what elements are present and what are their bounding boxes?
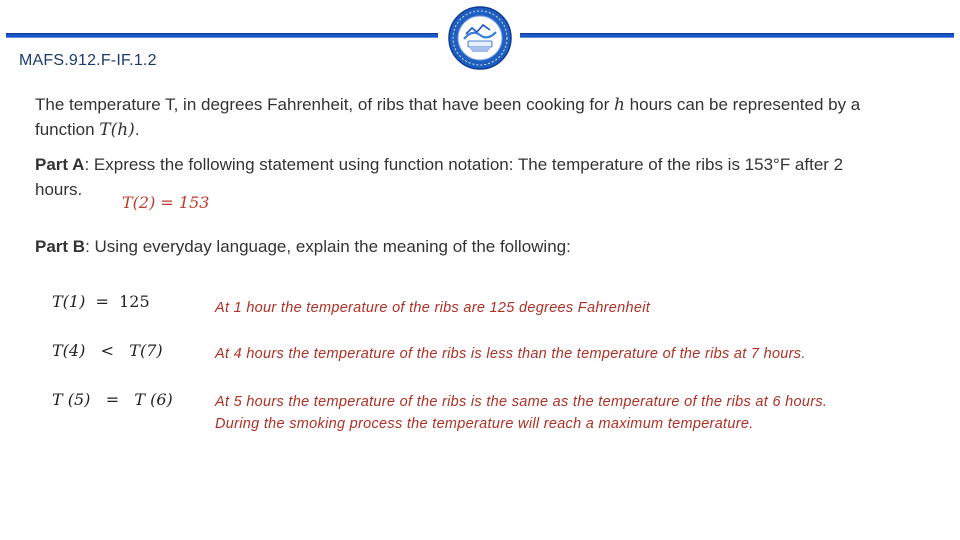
part-a-answer: T(2) = 153 (122, 193, 210, 212)
equation-1-rhs: 125 (119, 292, 150, 311)
header-rule-right (520, 33, 954, 38)
equation-2-rhs: T(7) (129, 341, 163, 360)
equation-row-1 (52, 292, 150, 311)
part-b-text: : Using everyday language, explain the meaning of the following: (85, 237, 571, 256)
intro-text-before: The temperature T, in degrees Fahrenheit, of ribs that have been cooking for (35, 95, 614, 114)
intro-line-2 (35, 117, 140, 143)
explanation-3-line-2: During the smoking process the temperature will reach a maximum temperature. (215, 416, 754, 432)
explanation-2: At 4 hours the temperature of the ribs is less than the temperature of the ribs at 7 hours. (215, 346, 806, 362)
school-district-seal-logo-icon (446, 5, 514, 71)
part-b-label: Part B (35, 237, 86, 256)
equation-3-lhs: T (5) (52, 390, 91, 409)
part-a-line-1 (35, 152, 843, 177)
equation-row-2 (52, 341, 163, 360)
equation-1-lhs: T(1) (52, 292, 86, 311)
equation-3-operator: = (105, 390, 120, 409)
equation-3-rhs: T (6) (134, 390, 173, 409)
header-rule-left (6, 33, 438, 38)
intro-line2-before: function (35, 120, 100, 139)
variable-h: h (613, 95, 625, 115)
equation-2-lhs: T(4) (52, 341, 86, 360)
standard-code: MAFS.912.F-IF.1.2 (19, 52, 157, 69)
function-expression: T(h) (99, 120, 135, 140)
intro-line2-after: . (134, 120, 140, 139)
part-a-text: : Express the following statement using function notation: The temperature of the ribs is 153°F after 2 (84, 155, 844, 174)
equation-row-3 (52, 390, 173, 409)
explanation-1: At 1 hour the temperature of the ribs are 125 degrees Fahrenheit (215, 300, 651, 316)
part-a-line-2: hours. (35, 180, 83, 199)
intro-line-1 (35, 92, 860, 118)
equation-2-operator: < (100, 341, 115, 360)
part-a-label: Part A (35, 155, 85, 174)
part-b-heading (35, 234, 571, 259)
explanation-3: At 5 hours the temperature of the ribs is the same as the temperature of the ribs at 6 hours. (215, 394, 828, 410)
intro-text-after: hours can be represented by a (624, 95, 861, 114)
equation-1-operator: = (95, 292, 109, 311)
